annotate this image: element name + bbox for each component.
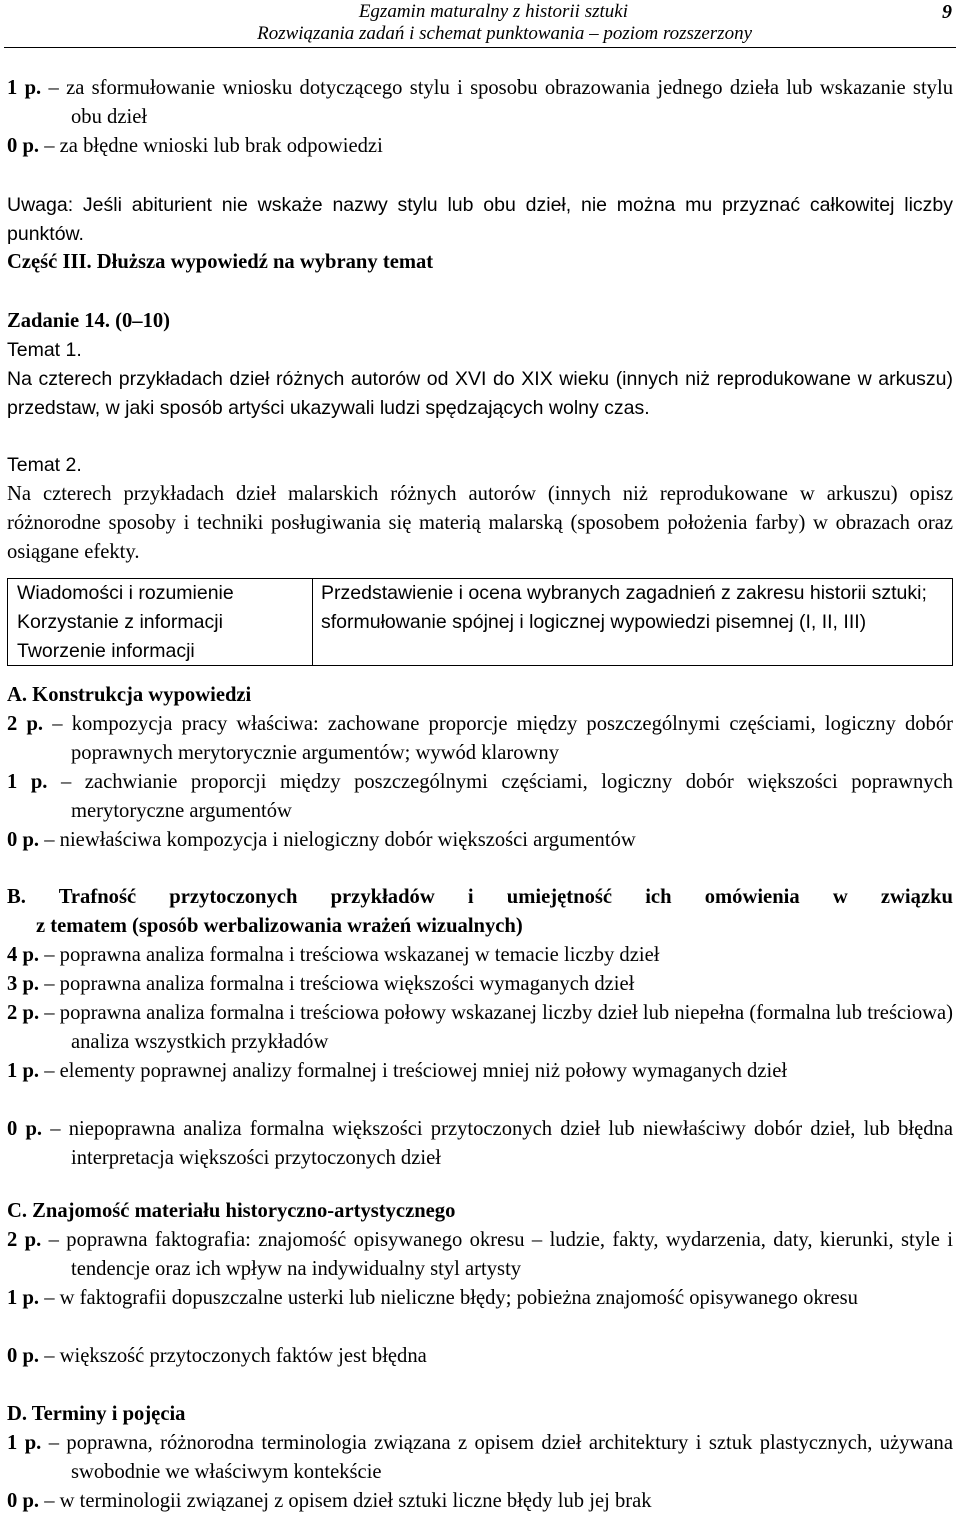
score-text: – zachwianie proporcji między poszczególnymi częściami, logiczny dobór większości poprawnych merytoryczne argumentów [60, 771, 953, 822]
score-text: – poprawna analiza formalna i treściowa większości wymaganych dzieł [44, 973, 635, 995]
requirements-table [7, 578, 953, 666]
score-label: 1 p. [7, 77, 42, 99]
score-text: – poprawna faktografia: znajomość opisywanego okresu – ludzie, fakty, wydarzenia, daty, kierunki, style i tendencje oraz ich wpływ na indywidualny styl artysty [48, 1229, 953, 1280]
score-item [7, 1284, 953, 1313]
score-text: – kompozycja pracy właściwa: zachowane proporcje między poszczególnymi częściami, logiczny dobór poprawnych merytorycznie argumentów; wywód klarowny [52, 713, 953, 764]
score-item [7, 1057, 953, 1086]
score-item [7, 1226, 953, 1284]
part-heading: Część III. Dłuższa wypowiedź na wybrany temat [7, 251, 434, 273]
score-text: – poprawna analiza formalna i treściowa połowy wskazanej liczby dzieł lub niepełna (formalna lub treściowa) analiza wszystkich przykładów [44, 1002, 953, 1053]
section-d-heading: D. Terminy i pojęcia [7, 1403, 186, 1425]
score-item [7, 132, 953, 161]
score-label: 1 p. [7, 1432, 42, 1454]
score-label: 1 p. [7, 1060, 40, 1082]
topic2-text: Na czterech przykładach dzieł malarskich różnych autorów (innych niż reprodukowane w arkuszu) opisz różnorodne sposoby i techniki posługiwania się materią malarską (sposobem położenia farby) w obrazach oraz osiągane efekty. [7, 483, 953, 563]
score-item [7, 970, 953, 999]
page-number: 9 [942, 1, 952, 23]
section-c-heading: C. Znajomość materiału historyczno-artystycznego [7, 1200, 456, 1222]
score-item [7, 941, 953, 970]
score-text: – poprawna, różnorodna terminologia związana z opisem dzieł architektury i sztuk plastycznych, używana swobodnie we właściwym kontekście [48, 1432, 953, 1483]
score-label: 0 p. [7, 1118, 43, 1140]
score-text: – niewłaściwa kompozycja i nielogiczny dobór większości argumentów [44, 829, 636, 851]
topic2-heading: Temat 2. [7, 454, 82, 476]
score-label: 0 p. [7, 829, 40, 851]
score-text: – w faktografii dopuszczalne usterki lub nieliczne błędy; pobieżna znajomość opisywanego okresu [44, 1287, 858, 1309]
score-text: – niepoprawna analiza formalna większości przytoczonych dzieł lub niewłaściwy dobór dzieł, lub błędna interpretacja większości przytoczonych dzieł [50, 1118, 953, 1169]
header-rule [4, 47, 956, 48]
score-label: 0 p. [7, 1490, 40, 1512]
score-item [7, 999, 953, 1057]
score-label: 0 p. [7, 135, 40, 157]
score-item [7, 826, 953, 855]
section-a-heading: A. Konstrukcja wypowiedzi [7, 684, 252, 706]
task-heading: Zadanie 14. (0–10) [7, 310, 171, 332]
score-text: – poprawna analiza formalna i treściowa wskazanej w temacie liczby dzieł [44, 944, 660, 966]
header-subtitle: Rozwiązania zadań i schemat punktowania – poziom rozszerzony [257, 23, 752, 44]
score-item [7, 768, 953, 826]
score-text: – za błędne wnioski lub brak odpowiedzi [44, 135, 383, 157]
note-paragraph: Uwaga: Jeśli abiturient nie wskaże nazwy stylu lub obu dzieł, nie można mu przyznać całkowitej liczby punktów. [7, 194, 953, 245]
score-item [7, 710, 953, 768]
score-item [7, 74, 953, 132]
requirement-cell: Przedstawienie i ocena wybranych zagadnień z zakresu historii sztuki; sformułowanie spójnej i logicznej wypowiedzi pisemnej (I, II, III) [321, 582, 927, 633]
score-label: 1 p. [7, 1287, 40, 1309]
score-item [7, 1487, 953, 1516]
skill-item: Wiadomości i rozumienie [17, 582, 234, 604]
skill-item: Tworzenie informacji [17, 640, 195, 662]
score-item [7, 1115, 953, 1173]
score-label: 2 p. [7, 1229, 42, 1251]
score-text: – elementy poprawnej analizy formalnej i treściowej mniej niż połowy wymaganych dzieł [44, 1060, 788, 1082]
table-divider [312, 579, 313, 665]
topic1-text: Na czterech przykładach dzieł różnych autorów od XVI do XIX wieku (innych niż reprodukowane w arkuszu) przedstaw, w jaki sposób artyści ukazywali ludzi spędzających wolny czas. [7, 368, 953, 419]
score-label: 4 p. [7, 944, 40, 966]
score-item [7, 1342, 953, 1371]
topic1-heading: Temat 1. [7, 339, 82, 361]
page-header [0, 0, 960, 48]
skills-cell [17, 579, 307, 666]
skill-item: Korzystanie z informacji [17, 611, 223, 633]
section-b-heading-line1: B. Trafność przytoczonych przykładów i umiejętność ich omówienia w związku [7, 886, 953, 908]
section-b-heading-line2: z tematem (sposób werbalizowania wrażeń wizualnych) [36, 915, 523, 937]
score-label: 2 p. [7, 713, 44, 735]
section-b-heading [7, 883, 953, 941]
score-label: 3 p. [7, 973, 40, 995]
header-title: Egzamin maturalny z historii sztuki [358, 1, 628, 22]
score-text: – za sformułowanie wniosku dotyczącego stylu i sposobu obrazowania jednego dzieła lub wskazanie stylu obu dzieł [48, 77, 953, 128]
score-text: – w terminologii związanej z opisem dzieł sztuki liczne błędy lub jej brak [44, 1490, 652, 1512]
score-label: 1 p. [7, 771, 48, 793]
score-item [7, 1429, 953, 1487]
score-label: 0 p. [7, 1345, 40, 1367]
score-text: – większość przytoczonych faktów jest błędna [44, 1345, 427, 1367]
score-label: 2 p. [7, 1002, 40, 1024]
